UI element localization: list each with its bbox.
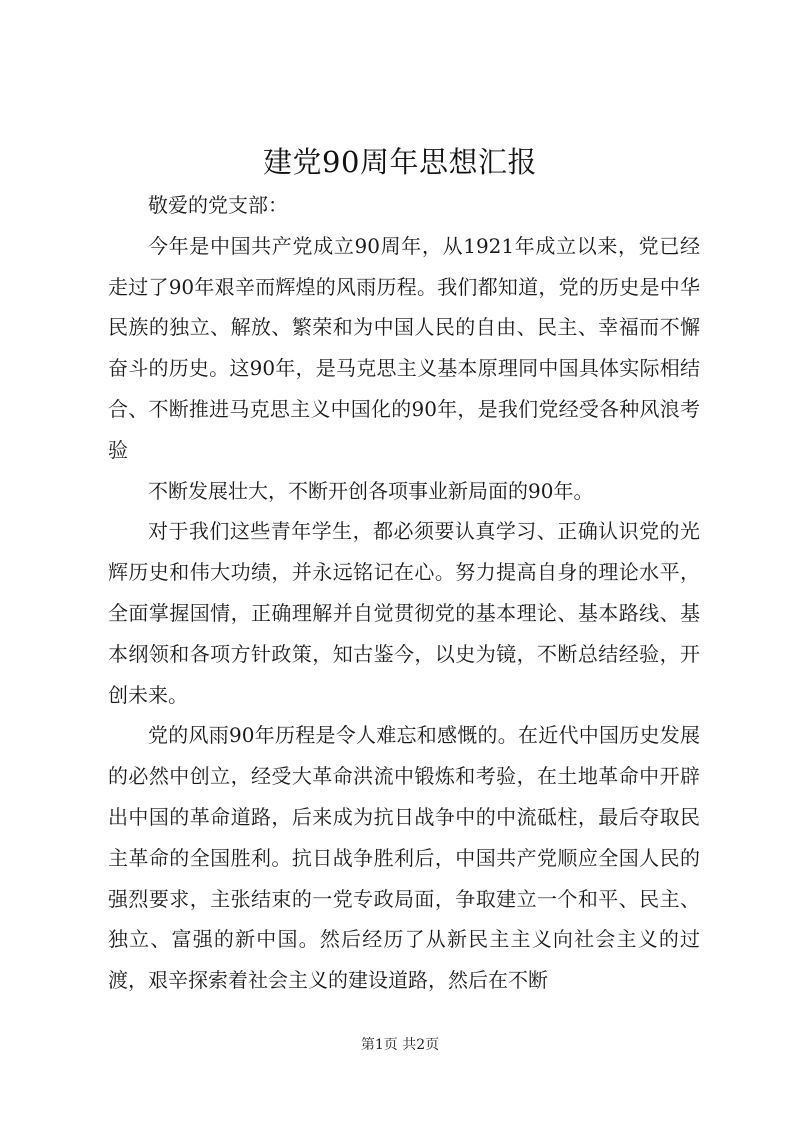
document-body — [108, 185, 700, 1001]
page-footer: 第1页 共2页 — [360, 1037, 440, 1053]
paragraph-3: 对于我们这些青年学生，都必须要认真学习、正确认识党的光辉历史和伟大功绩，并永远铭记在心。努力提高自身的理论水平，全面掌握国情，正确理解并自觉贯彻党的基本理论、基本路线、基本纲领和各项方针政策，知古鉴今，以史为镜，不断总结经验，开创未来。 — [108, 519, 700, 707]
document-title: 建党90周年思想汇报 — [263, 145, 537, 179]
paragraph-1: 今年是中国共产党成立90周年，从1921年成立以来，党已经走过了90年艰辛而辉煌的风雨历程。我们都知道，党的历史是中华民族的独立、解放、繁荣和为中国人民的自由、民主、幸福而不懈奋斗的历史。这90年，是马克思主义基本原理同中国具体实际相结合、不断推进马克思主义中国化的90年，是我们党经受各种风浪考验 — [108, 233, 700, 462]
salutation: 敬爱的党支部： — [148, 193, 288, 217]
paragraph-2: 不断发展壮大，不断开创各项事业新局面的90年。 — [148, 478, 594, 503]
paragraph-4: 党的风雨90年历程是令人难忘和感慨的。在近代中国历史发展的必然中创立，经受大革命洪流中锻炼和考验，在土地革命中开辟出中国的革命道路，后来成为抗日战争中的中流砥柱，最后夺取民主革命的全国胜利。抗日战争胜利后，中国共产党顺应全国人民的强烈要求，主张结束的一党专政局面，争取建立一个和平、民主、独立、富强的新中国。然后经历了从新民主主义向社会主义的过渡，艰辛探索着社会主义的建设道路，然后在不断 — [108, 723, 700, 993]
